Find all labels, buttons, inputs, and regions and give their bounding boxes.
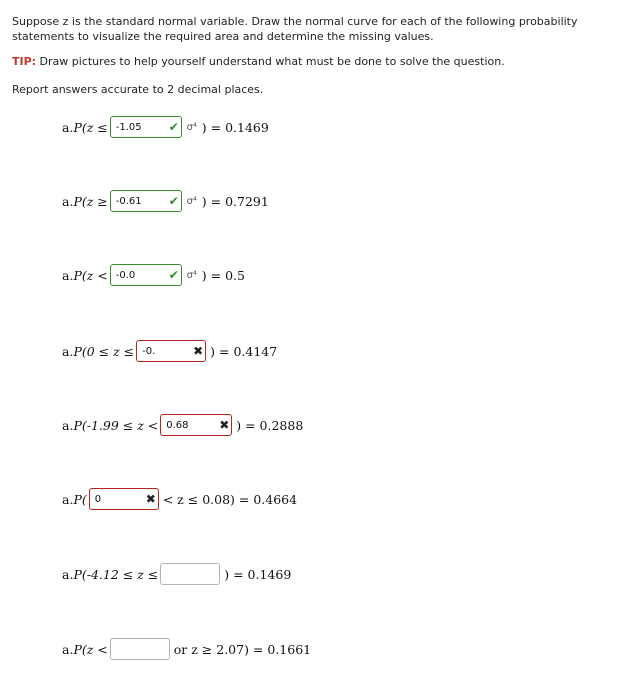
math-symbol-icon[interactable]: σ⁴ [186,195,197,207]
check-icon: ✔ [168,194,179,208]
instructions [12,14,612,44]
report-instructions: Report answers accurate to 2 decimal places. [12,83,264,96]
question-result: ) = 0.1469 [201,119,269,135]
answer-value: -1.05 [115,121,142,133]
cross-icon: ✖ [193,344,204,358]
question-prefix: a. [62,566,74,582]
question-expression: P(z ≥ [73,193,108,209]
math-symbol-icon[interactable]: σ⁴ [186,269,197,281]
question-prefix: a. [62,491,74,507]
question-expression: P(z ≤ [73,119,108,135]
question-6 [62,486,297,512]
question-expression: P( [73,491,87,507]
answer-input[interactable] [110,264,182,286]
question-expression: P(z < [73,267,108,283]
question-expression: P(-4.12 ≤ z ≤ [73,566,159,582]
answer-input[interactable] [160,563,220,585]
question-expression: P(-1.99 ≤ z < [73,417,159,433]
math-symbol-icon[interactable]: σ⁴ [186,121,197,133]
answer-value: -0.61 [115,195,142,207]
check-icon: ✔ [168,268,179,282]
answer-input[interactable] [160,414,232,436]
question-prefix: a. [62,119,74,135]
question-result: < z ≤ 0.08) = 0.4664 [162,491,298,507]
question-5 [62,412,303,438]
answer-value: 0 [94,493,102,505]
question-result: ) = 0.4147 [210,343,278,359]
question-expression: P(0 ≤ z ≤ [73,343,135,359]
question-prefix: a. [62,267,74,283]
answer-input[interactable] [136,340,206,362]
question-expression: P(z < [73,641,108,657]
question-3 [62,262,245,288]
answer-value: 0.68 [166,419,189,431]
question-result: ) = 0.7291 [201,193,269,209]
question-result: ) = 0.5 [201,267,245,283]
answer-input[interactable] [110,116,182,138]
tip-label: TIP: [12,55,37,68]
question-prefix: a. [62,193,74,209]
check-icon: ✔ [168,120,179,134]
question-prefix: a. [62,417,74,433]
tip-text: Draw pictures to help yourself understand what must be done to solve the question. [36,55,505,68]
answer-input[interactable] [89,488,159,510]
question-result: ) = 0.1469 [224,566,292,582]
tip [12,55,505,68]
cross-icon: ✖ [219,418,230,432]
question-result: or z ≥ 2.07) = 0.1661 [173,641,312,657]
instructions-line-1: Suppose z is the standard normal variable. Draw the normal curve for each of the following probability [12,15,578,28]
question-8 [62,636,311,662]
answer-input[interactable] [110,190,182,212]
cross-icon: ✖ [145,492,156,506]
question-4 [62,338,277,364]
question-prefix: a. [62,641,74,657]
question-prefix: a. [62,343,74,359]
answer-input[interactable] [110,638,170,660]
question-1 [62,114,269,140]
answer-value: -0.0 [115,269,136,281]
question-2 [62,188,269,214]
answer-value: -0. [142,345,156,357]
question-result: ) = 0.2888 [236,417,304,433]
instructions-line-2: statements to visualize the required area and determine the missing values. [12,30,434,43]
question-7 [62,561,291,587]
